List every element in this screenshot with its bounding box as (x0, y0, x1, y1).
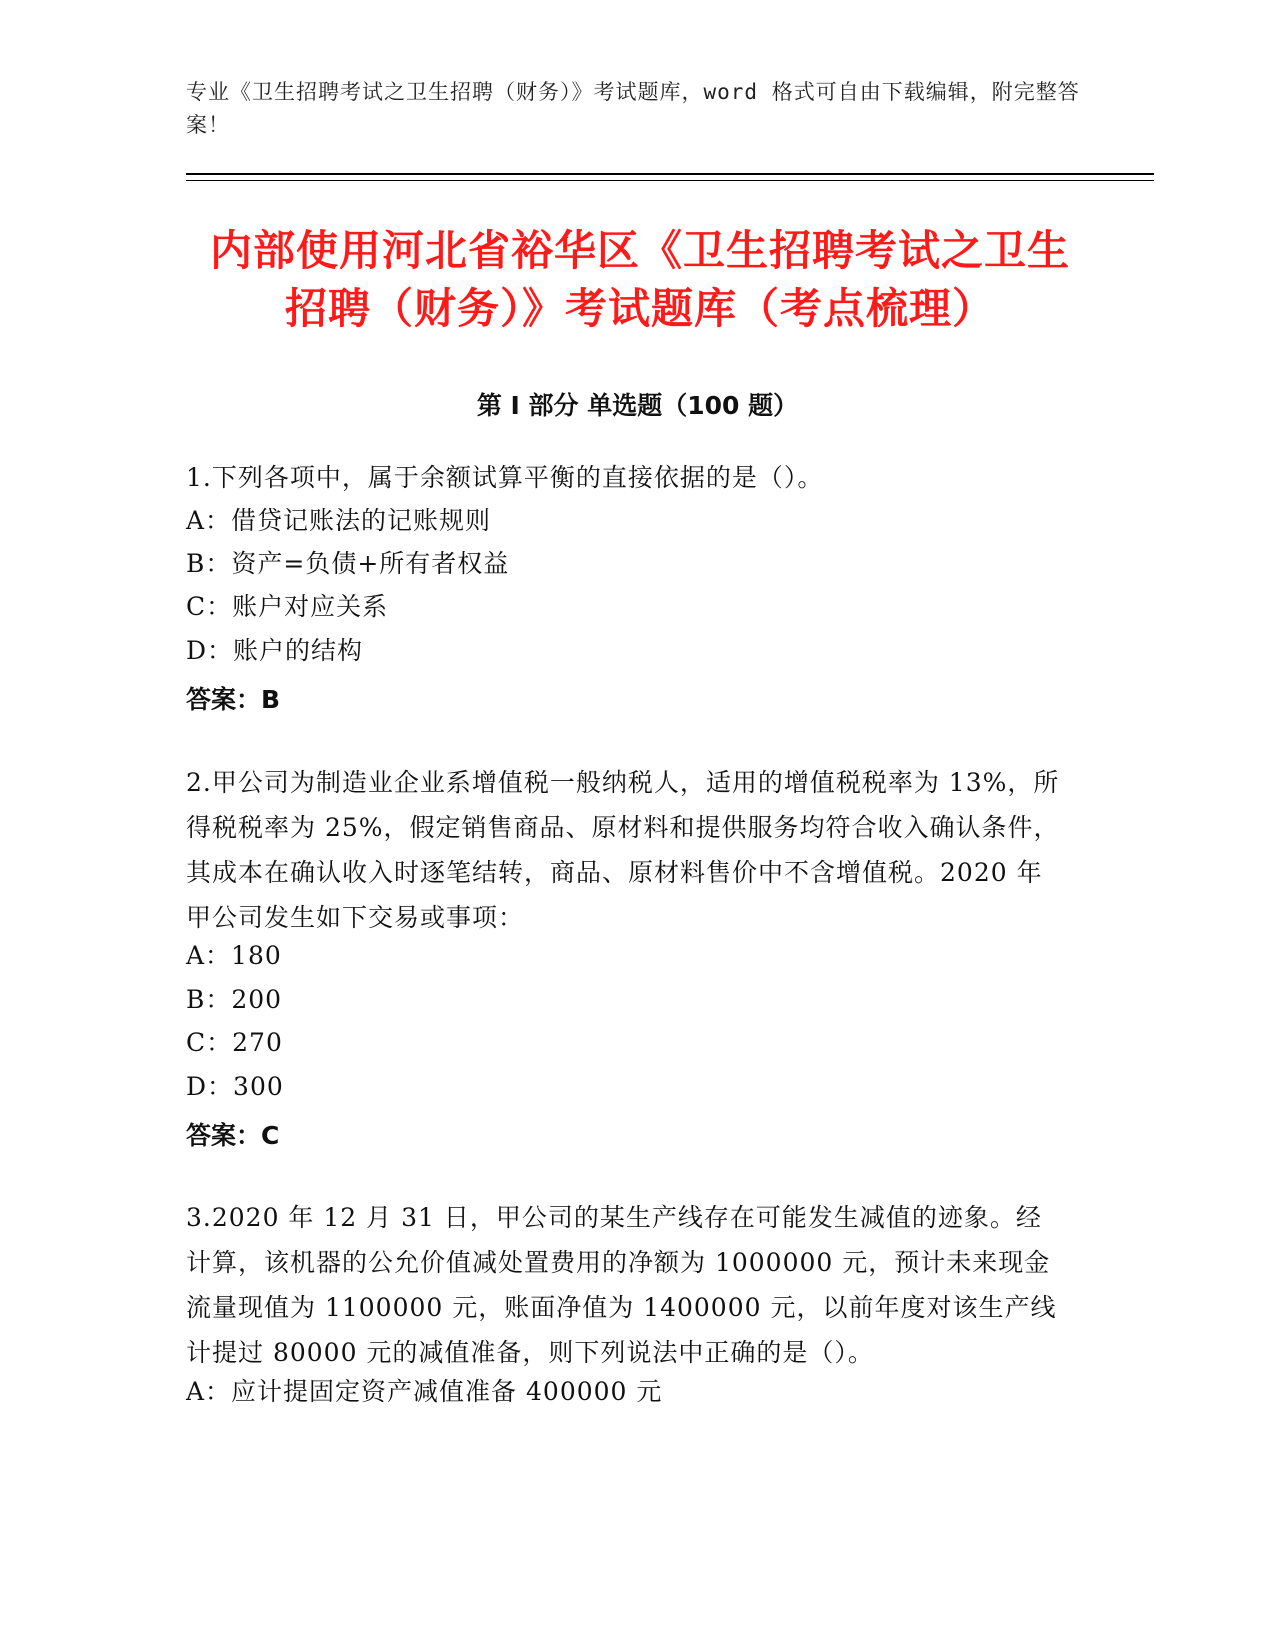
header-note: 专业《卫生招聘考试之卫生招聘（财务）》考试题库，word 格式可自由下载编辑，附完整答案！ (186, 80, 1080, 137)
question-1-option-b: B：资产=负债+所有者权益 (186, 549, 510, 578)
question-2-answer: 答案：C (186, 1121, 280, 1150)
question-1-option-c: C：账户对应关系 (186, 592, 389, 621)
section-title: 第 I 部分 单选题（100 题） (476, 391, 799, 420)
question-2-option-b: B：200 (186, 985, 283, 1014)
document-title: 内部使用河北省裕华区《卫生招聘考试之卫生招聘（财务）》考试题库（考点梳理） (209, 226, 1070, 333)
question-1-answer: 答案：B (186, 685, 281, 714)
header-divider-thin (186, 180, 1154, 181)
question-2-option-a: A：180 (186, 941, 282, 970)
question-1-option-a: A：借贷记账法的记账规则 (186, 506, 492, 535)
question-2-option-c: C：270 (186, 1028, 283, 1057)
question-2-option-d: D：300 (186, 1072, 284, 1101)
question-3-option-a: A：应计提固定资产减值准备 400000 元 (186, 1377, 663, 1406)
header-divider (186, 173, 1154, 175)
question-1-text: 1.下列各项中，属于余额试算平衡的直接依据的是（）。 (186, 463, 824, 492)
question-3-text: 3.2020 年 12 月 31 日，甲公司的某生产线存在可能发生减值的迹象。经计算，该机器的公允价值减处置费用的净额为 1000000 元，预计未来现金流量现值为 1100000 元，账面净值为 1400000 元，以前年度对该生产线计提过 80000 元的减值准备，则下列说法中正确的是（）。 (186, 1203, 1057, 1367)
question-1-option-d: D：账户的结构 (186, 636, 364, 665)
question-2-text: 2.甲公司为制造业企业系增值税一般纳税人，适用的增值税税率为 13%，所得税税率为 25%，假定销售商品、原材料和提供服务均符合收入确认条件，其成本在确认收入时逐笔结转，商品、原材料售价中不含增值税。2020 年甲公司发生如下交易或事项： (186, 768, 1060, 932)
